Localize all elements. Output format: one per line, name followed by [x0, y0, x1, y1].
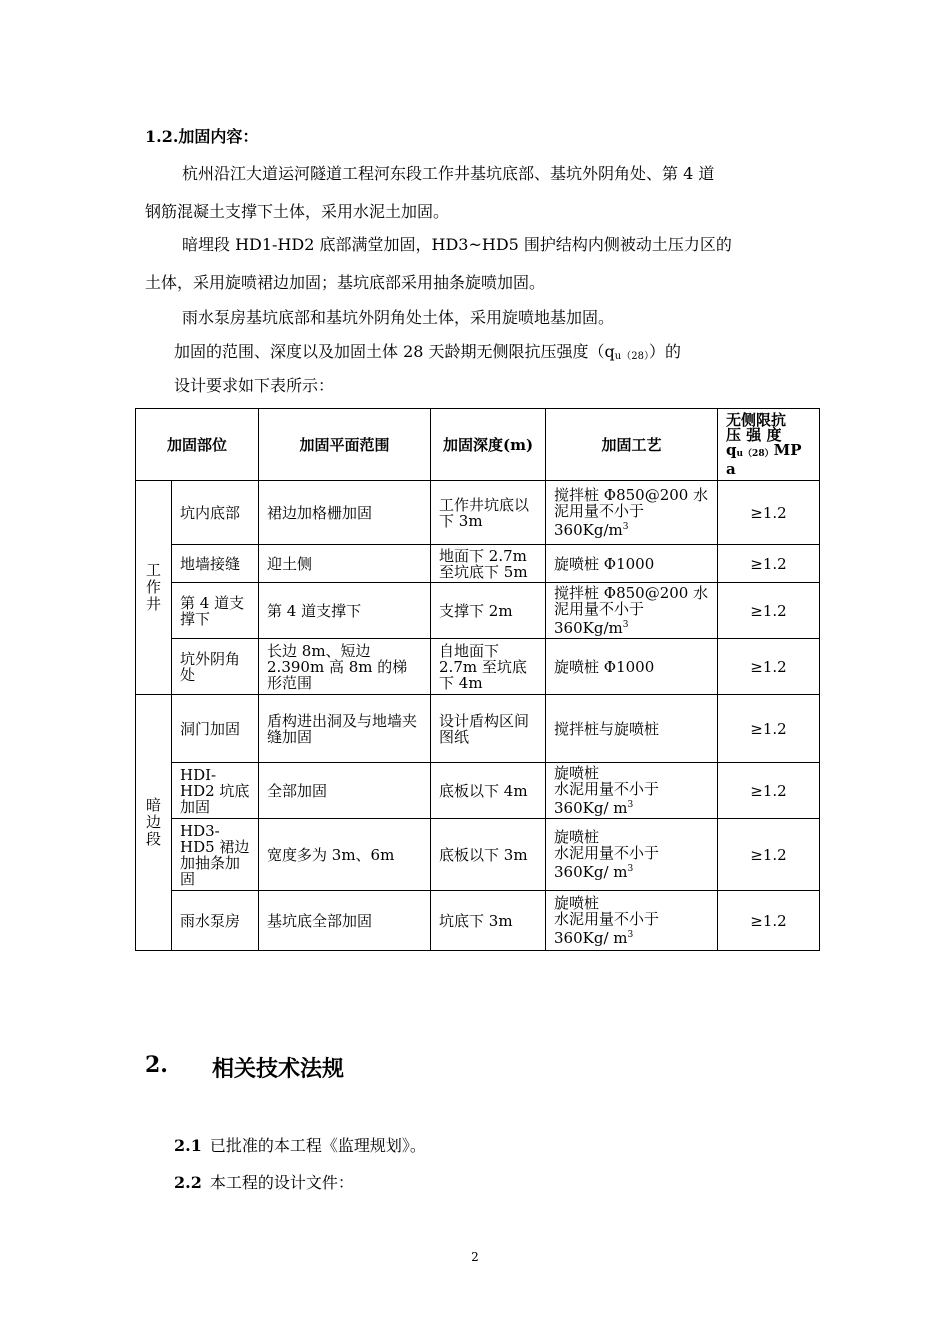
cell-range: 裙边加格栅加固: [259, 481, 431, 545]
paragraph-1: 杭州沿江大道运河隧道工程河东段工作井基坑底部、基坑外阴角处、第 4 道: [182, 164, 715, 183]
table-row: [136, 481, 820, 545]
paragraph-3: 雨水泵房基坑底部和基坑外阴角处土体，采用旋喷地基加固。: [182, 308, 615, 327]
cell-strength: ≥1.2: [718, 819, 820, 891]
paragraph-2: 暗埋段 HD1-HD2 底部满堂加固，HD3~HD5 围护结构内侧被动土压力区的: [182, 235, 732, 254]
table-row: [136, 639, 820, 695]
header-strength-unit: MP: [773, 440, 802, 459]
cell-process-text: 水泥用量不小于 360Kg/ m: [554, 844, 660, 881]
cell-process: [546, 763, 718, 819]
section-2-title: 相关技术法规: [212, 1056, 345, 1082]
list-item-number: 2.2: [174, 1173, 202, 1192]
cell-depth: 支撑下 2m: [431, 583, 546, 639]
header-strength-line3: [726, 440, 811, 462]
cell-process: [546, 481, 718, 545]
cell-depth: 地面下 2.7m 至坑底下 5m: [431, 545, 546, 583]
list-item: [174, 1133, 426, 1156]
list-item-number: 2.1: [174, 1136, 202, 1155]
header-strength: [718, 409, 820, 481]
cell-depth: 设计盾构区间图纸: [431, 695, 546, 763]
cell-strength: ≥1.2: [718, 639, 820, 695]
paragraph-4-tail: ）的: [648, 342, 681, 361]
header-strength-line1: 无侧限抗: [726, 410, 787, 429]
table-row: [136, 819, 820, 891]
list-item-text: 本工程的设计文件：: [209, 1173, 354, 1192]
list-item-text: 已批准的本工程《监理规划》。: [209, 1136, 426, 1155]
table-row: [136, 583, 820, 639]
cell-process: [546, 819, 718, 891]
header-depth: 加固深度(m): [431, 409, 546, 481]
cell-part: HD3-HD5 裙边加抽条加固: [172, 819, 259, 891]
page-number: 2: [471, 1250, 479, 1264]
cell-process-sup: 3: [627, 800, 634, 810]
cell-process: [546, 891, 718, 951]
cell-depth: 坑底下 3m: [431, 891, 546, 951]
group-hidden-section: [136, 695, 172, 951]
section-2-number: 2.: [145, 1052, 168, 1078]
cell-process: 搅拌桩与旋喷桩: [546, 695, 718, 763]
cell-process: 旋喷桩 Φ1000: [546, 639, 718, 695]
header-location: 加固部位: [136, 409, 259, 481]
cell-process-text: 水泥用量不小于 360Kg/ m: [554, 910, 660, 947]
cell-strength: ≥1.2: [718, 695, 820, 763]
paragraph-4: [174, 342, 681, 367]
cell-range: 宽度多为 3m、6m: [259, 819, 431, 891]
cell-range: 全部加固: [259, 763, 431, 819]
cell-process: 旋喷桩 Φ1000: [546, 545, 718, 583]
cell-process-line1: 旋喷桩: [554, 894, 600, 912]
cell-process-text: 搅拌桩 Φ850@200 水泥用量不小于 360Kg/m: [554, 486, 709, 539]
cell-strength: ≥1.2: [718, 891, 820, 951]
group-work-well: [136, 481, 172, 695]
table-header-row: [136, 409, 820, 481]
header-strength-q: q: [726, 440, 737, 459]
cell-range: 基坑底全部加固: [259, 891, 431, 951]
cell-process-sup: 3: [622, 522, 629, 532]
table-row: [136, 763, 820, 819]
cell-strength: ≥1.2: [718, 481, 820, 545]
paragraph-4-text: 加固的范围、深度以及加固土体 28 天龄期无侧限抗压强度（q: [174, 342, 615, 361]
cell-part: HDI-HD2 坑底加固: [172, 763, 259, 819]
cell-part: 第 4 道支撑下: [172, 583, 259, 639]
cell-process-sup: 3: [622, 620, 629, 630]
header-process: 加固工艺: [546, 409, 718, 481]
table-row: [136, 545, 820, 583]
cell-part: 地墙接缝: [172, 545, 259, 583]
cell-depth: 工作井坑底以下 3m: [431, 481, 546, 545]
cell-depth: 底板以下 4m: [431, 763, 546, 819]
cell-strength: ≥1.2: [718, 583, 820, 639]
cell-range: 长边 8m、短边 2.390m 高 8m 的梯形范围: [259, 639, 431, 695]
paragraph-4-subscript: u（28）: [614, 351, 649, 362]
cell-strength: ≥1.2: [718, 763, 820, 819]
cell-range: 第 4 道支撑下: [259, 583, 431, 639]
table-row: [136, 891, 820, 951]
header-strength-sub: u（28）: [736, 448, 774, 459]
group-work-well-label: 工作井: [145, 561, 161, 613]
cell-process-line1: 旋喷桩: [554, 828, 600, 846]
cell-range: 迎土侧: [259, 545, 431, 583]
paragraph-2-cont: 土体，采用旋喷裙边加固；基坑底部采用抽条旋喷加固。: [145, 273, 546, 292]
cell-depth: 自地面下 2.7m 至坑底下 4m: [431, 639, 546, 695]
cell-process-text: 水泥用量不小于 360Kg/ m: [554, 780, 660, 817]
cell-process-sup: 3: [627, 930, 634, 940]
cell-depth: 底板以下 3m: [431, 819, 546, 891]
cell-process-line1: 旋喷桩: [554, 764, 600, 782]
group-hidden-section-label: 暗边段: [145, 796, 161, 848]
cell-part: 坑外阴角处: [172, 639, 259, 695]
paragraph-1-cont: 钢筋混凝土支撑下土体，采用水泥土加固。: [145, 202, 450, 221]
list-item: [174, 1170, 354, 1193]
reinforcement-table: [135, 408, 820, 951]
cell-part: 洞门加固: [172, 695, 259, 763]
header-strength-line4: a: [726, 459, 736, 478]
cell-process: [546, 583, 718, 639]
cell-part: 雨水泵房: [172, 891, 259, 951]
section-title: 1.2.加固内容：: [145, 127, 259, 146]
header-range: 加固平面范围: [259, 409, 431, 481]
cell-range: 盾构进出洞及与地墙夹缝加固: [259, 695, 431, 763]
header-strength-line2: 压 强 度: [726, 425, 782, 444]
cell-process-sup: 3: [627, 864, 634, 874]
cell-process-text: 搅拌桩 Φ850@200 水泥用量不小于 360Kg/m: [554, 584, 709, 637]
cell-strength: ≥1.2: [718, 545, 820, 583]
table-row: [136, 695, 820, 763]
paragraph-5: 设计要求如下表所示：: [174, 376, 335, 395]
cell-part: 坑内底部: [172, 481, 259, 545]
